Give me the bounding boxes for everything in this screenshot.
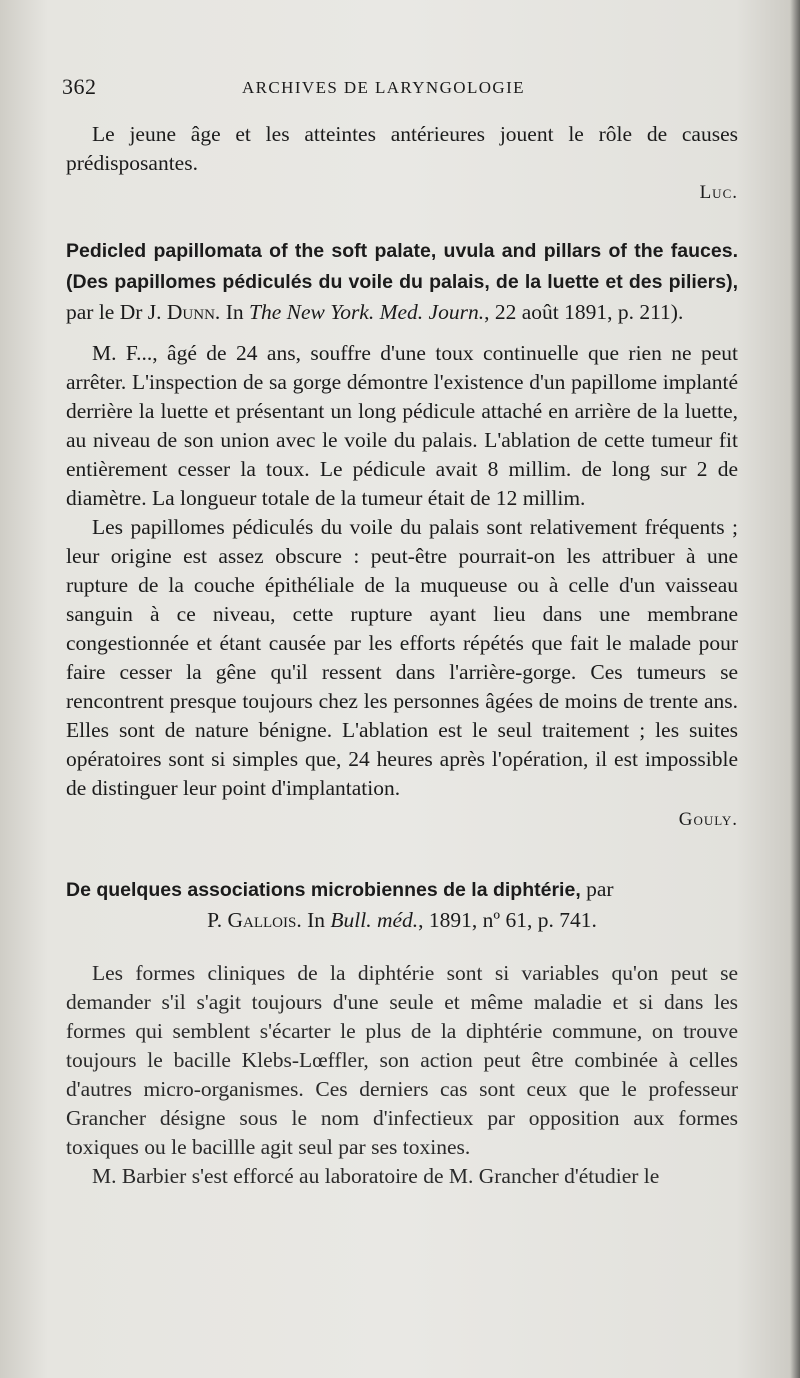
article-2-para-1: Les formes cliniques de la diphtérie sont si variables qu'on peut se demander s'il s'agit toujours d'une seule et même maladie et si dans les formes qui semblent s'écarter le plus de la diphtérie commune, on trouve toujours le bacille Klebs-Lœffler, son action peut être combinée à celles d'autres micro-organismes. Ces derniers cas sont ceux que le professeur Grancher désigne sous le nom d'infectieux par opposition aux formes toxiques ou le bacillle agit seul par ses toxines. <box>66 961 738 1159</box>
running-head: ARCHIVES DE LARYNGOLOGIE <box>242 78 525 97</box>
article-2 <box>66 874 738 1191</box>
article-1-date: , 22 août 1891, p. 211). <box>484 300 684 324</box>
page-number: 362 <box>62 74 97 99</box>
article-2-ref: , 1891, nº 61, p. 741. <box>418 908 597 932</box>
article-1-author: J. Dunn. <box>147 300 221 324</box>
article-1-title-fr: (Des papillomes pédiculés du voile du palais, de la luette et des piliers), <box>66 271 738 293</box>
article-1-by: par le <box>66 300 115 324</box>
prev-article-text: Le jeune âge et les atteintes antérieures jouent le rôle de causes prédisposantes. <box>66 122 738 175</box>
article-1 <box>66 235 738 834</box>
article-2-title: De quelques associations microbiennes de la diphtérie, <box>66 879 581 901</box>
article-1-para-1: M. F..., âgé de 24 ans, souffre d'une toux continuelle que rien ne peut arrêter. L'inspection de sa gorge démontre l'existence d'un papillome implanté derrière la luette et présentant un long pédicule attaché en arrière de la luette, au niveau de son union avec le voile du palais. L'ablation de cette tumeur fit entièrement cesser la toux. Le pédicule avait 8 millim. de long sur 2 de diamètre. La longueur totale de la tumeur était de 12 millim. <box>66 341 738 510</box>
article-1-signature: Gouly. <box>678 809 738 830</box>
article-1-title-en: Pedicled papillomata of the soft palate, uvula and pillars of the fauces. <box>66 240 738 262</box>
article-2-reference <box>66 905 738 935</box>
page-body <box>66 120 738 1191</box>
article-2-body <box>66 959 738 1191</box>
article-2-by: par <box>586 877 614 901</box>
page-header <box>62 74 738 104</box>
article-2-citation <box>66 874 738 935</box>
article-1-author-title: Dr <box>119 300 143 324</box>
article-1-citation <box>66 235 738 327</box>
article-2-para-2: M. Barbier s'est efforcé au laboratoire de M. Grancher d'étudier le <box>92 1164 660 1188</box>
article-2-in: In <box>307 908 326 932</box>
prev-article-signature: Luc. <box>699 182 738 203</box>
article-1-in: In <box>225 300 244 324</box>
article-1-journal: The New York. Med. Journ. <box>248 300 485 324</box>
article-2-author: P. Gallois. <box>207 908 302 932</box>
article-1-para-2: Les papillomes pédiculés du voile du palais sont relativement fréquents ; leur origine est assez obscure : peut-être pourrait-on les attribuer à une rupture de la couche épithéliale de la muqueuse ou à celle d'un vaisseau sanguin à ce niveau, cette rupture ayant lieu dans une membrane congestionnée et étant causée par les efforts répétés que fait le malade pour faire cesser la gêne qu'il ressent dans l'arrière-gorge. Ces tumeurs se rencontrent presque toujours chez les personnes âgées de moins de trente ans. Elles sont de nature bénigne. L'ablation est le seul traitement ; les suites opératoires sont si simples que, 24 heures après l'opération, il est impossible de distinguer leur point d'implantation. <box>66 515 738 800</box>
article-2-journal: Bull. méd. <box>330 908 419 932</box>
